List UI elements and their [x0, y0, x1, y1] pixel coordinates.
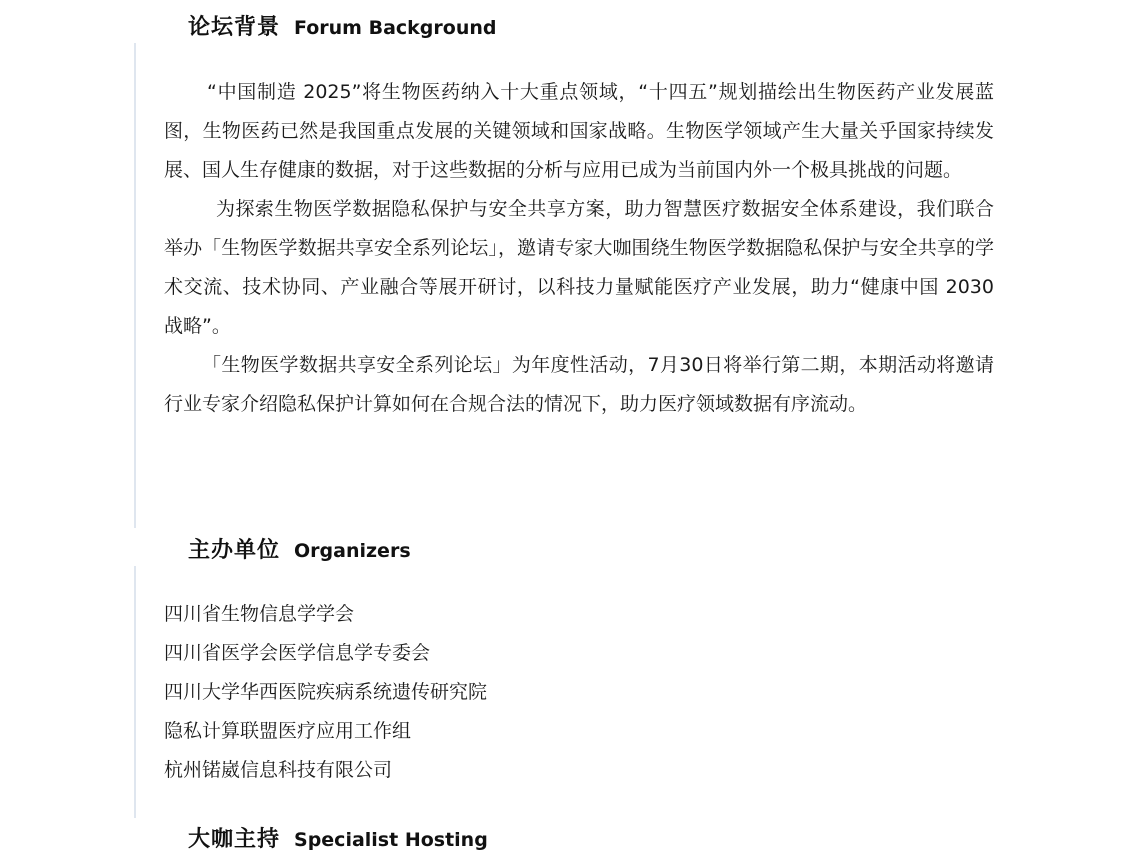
organizers-heading	[188, 533, 411, 564]
organizer-item: 杭州锘崴信息科技有限公司	[164, 759, 393, 781]
specialist-hosting-title-en: Specialist Hosting	[294, 829, 488, 851]
background-paragraph-2: 为探索生物医学数据隐私保护与安全共享方案，助力智慧医疗数据安全体系建设，我们联合举办「生物医学数据共享安全系列论坛」，邀请专家大咖围绕生物医学数据隐私保护与安全共享的学术交流、技术协同、产业融合等展开研讨，以科技力量赋能医疗产业发展，助力“健康中国 2030 战略”。	[164, 198, 994, 337]
background-paragraph-3: 「生物医学数据共享安全系列论坛」为年度性活动，7月30日将举行第二期，本期活动将邀请行业专家介绍隐私保护计算如何在合规合法的情况下，助力医疗领域数据有序流动。	[164, 354, 994, 415]
forum-background-content	[164, 73, 994, 424]
organizer-item: 隐私计算联盟医疗应用工作组	[164, 720, 412, 742]
specialist-hosting-heading	[188, 822, 488, 853]
organizers-list	[164, 595, 994, 790]
forum-background-divider	[134, 43, 136, 528]
organizer-item: 四川省医学会医学信息学专委会	[164, 642, 431, 664]
background-paragraph-1: “中国制造 2025”将生物医药纳入十大重点领域，“十四五”规划描绘出生物医药产业发展蓝图，生物医药已然是我国重点发展的关键领域和国家战略。生物医学领域产生大量关乎国家持续发展、国人生存健康的数据，对于这些数据的分析与应用已成为当前国内外一个极具挑战的问题。	[164, 81, 994, 181]
specialist-hosting-title-zh: 大咖主持	[188, 827, 281, 852]
forum-background-heading	[188, 10, 496, 41]
organizer-item: 四川大学华西医院疾病系统遗传研究院	[164, 681, 488, 703]
organizers-title-zh: 主办单位	[188, 538, 281, 563]
forum-background-title-en: Forum Background	[294, 17, 497, 39]
organizer-item: 四川省生物信息学学会	[164, 603, 355, 625]
organizers-divider	[134, 566, 136, 818]
forum-background-title-zh: 论坛背景	[188, 15, 281, 40]
organizers-content	[164, 595, 994, 790]
organizers-title-en: Organizers	[294, 540, 411, 562]
